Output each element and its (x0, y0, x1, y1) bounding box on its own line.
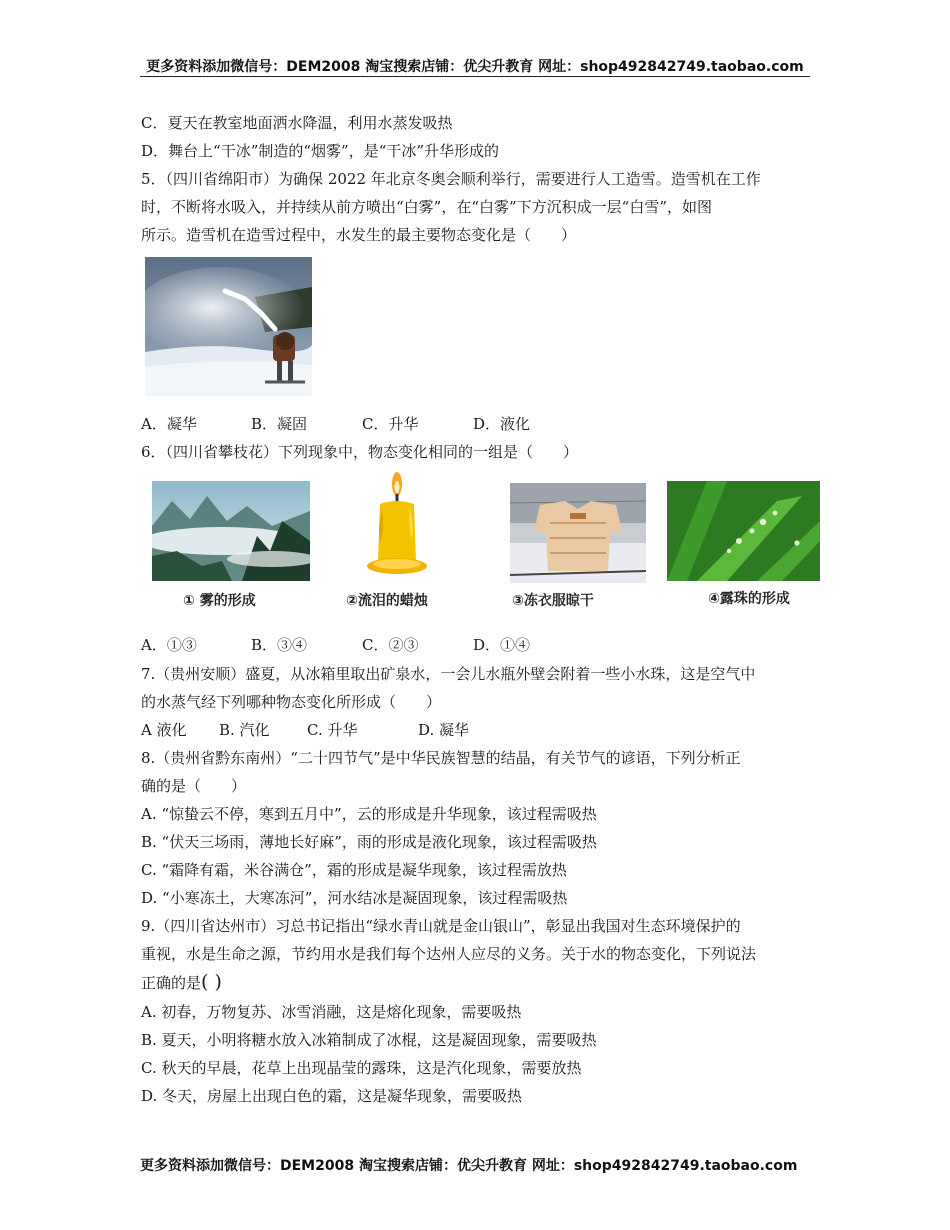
page-header: 更多资料添加微信号：DEM2008 淘宝搜索店铺：优尖升教育 网址：shop492842749.taobao.com (146, 59, 804, 75)
q6-stem: 6．（四川省攀枝花）下列现象中，物态变化相同的一组是（ ） (141, 443, 579, 461)
q9-option-b: B. 夏天，小明将糖水放入冰箱制成了冰棍，这是凝固现象，需要吸热 (141, 1031, 597, 1049)
q7-option-a: A 液化 (141, 721, 187, 739)
q7-option-d: D. 凝华 (418, 721, 470, 739)
q9-stem-line-3-text: 正确的是 (141, 974, 202, 992)
page-footer: 更多资料添加微信号：DEM2008 淘宝搜索店铺：优尖升教育 网址：shop492842749.taobao.com (140, 1158, 798, 1174)
fog-formation-photo (152, 481, 310, 581)
q5-option-b: B．凝固 (251, 415, 308, 433)
q8-option-b: B. “伏天三场雨，薄地长好麻”，雨的形成是液化现象，该过程需吸热 (141, 833, 597, 851)
q5-option-a: A．凝华 (141, 415, 197, 433)
snow-machine-photo (145, 257, 312, 396)
q9-option-c: C. 秋天的早晨，花草上出现晶莹的露珠，这是汽化现象，需要放热 (141, 1059, 582, 1077)
frozen-clothes-photo (510, 483, 646, 583)
q5-option-c: C．升华 (362, 415, 419, 433)
q8-option-d: D. “小寒冻土，大寒冻河”，河水结冰是凝固现象，该过程需吸热 (141, 889, 568, 907)
caption-clothes: ③冻衣服晾干 (512, 593, 594, 609)
q9-stem-line-1: 9.（四川省达州市）习总书记指出“绿水青山就是金山银山”，彰显出我国对生态环境保护的 (141, 917, 741, 935)
header-divider (140, 76, 810, 77)
q5-option-d: D．液化 (473, 415, 531, 433)
q6-option-c: C．②③ (362, 636, 419, 654)
q6-option-a: A．①③ (141, 636, 197, 654)
q7-stem-line-1: 7.（贵州安顺）盛夏，从冰箱里取出矿泉水，一会儿水瓶外壁会附着一些小水珠，这是空气中 (141, 665, 756, 683)
q8-option-a: A. “惊蛰云不停，寒到五月中”，云的形成是升华现象，该过程需吸热 (141, 805, 597, 823)
q5-stem-line-3: 所示。造雪机在造雪过程中，水发生的最主要物态变化是（ ） (141, 226, 577, 244)
q4-option-d: D．舞台上“干冰”制造的“烟雾”，是“干冰”升华形成的 (141, 142, 500, 160)
q7-option-c: C. 升华 (307, 721, 358, 739)
q9-option-a: A. 初春，万物复苏、冰雪消融，这是熔化现象，需要吸热 (141, 1003, 522, 1021)
q7-stem-line-2: 的水蒸气经下列哪种物态变化所形成（ ） (141, 693, 442, 711)
q8-stem-line-1: 8.（贵州省黔东南州）“二十四节气”是中华民族智慧的结晶，有关节气的谚语，下列分析正 (141, 749, 741, 767)
q6-option-b: B．③④ (251, 636, 308, 654)
melting-candle-photo (360, 470, 434, 582)
q9-answer-paren: ( ) (201, 971, 222, 993)
q5-stem-line-1: 5．（四川省绵阳市）为确保 2022 年北京冬奥会顺利举行，需要进行人工造雪。造雪机在工作 (141, 170, 761, 188)
q8-stem-line-2: 确的是（ ） (141, 777, 247, 795)
q6-option-d: D．①④ (473, 636, 531, 654)
q9-stem-line-3 (141, 972, 222, 993)
caption-dew: ④露珠的形成 (708, 591, 790, 607)
q5-stem-line-2: 时，不断将水吸入，并持续从前方喷出“白雾”，在“白雾”下方沉积成一层“白雪”，如图 (141, 198, 713, 216)
q9-option-d: D. 冬天，房屋上出现白色的霜，这是凝华现象，需要吸热 (141, 1087, 523, 1105)
q4-option-c: C．夏天在教室地面洒水降温，利用水蒸发吸热 (141, 114, 453, 132)
dew-formation-photo (667, 481, 820, 581)
caption-candle: ②流泪的蜡烛 (346, 593, 428, 609)
q7-option-b: B. 汽化 (219, 721, 270, 739)
q8-option-c: C. “霜降有霜，米谷满仓”，霜的形成是凝华现象，该过程需放热 (141, 861, 567, 879)
caption-fog: ① 雾的形成 (183, 593, 256, 609)
q9-stem-line-2: 重视，水是生命之源，节约用水是我们每个达州人应尽的义务。关于水的物态变化，下列说法 (141, 945, 757, 963)
